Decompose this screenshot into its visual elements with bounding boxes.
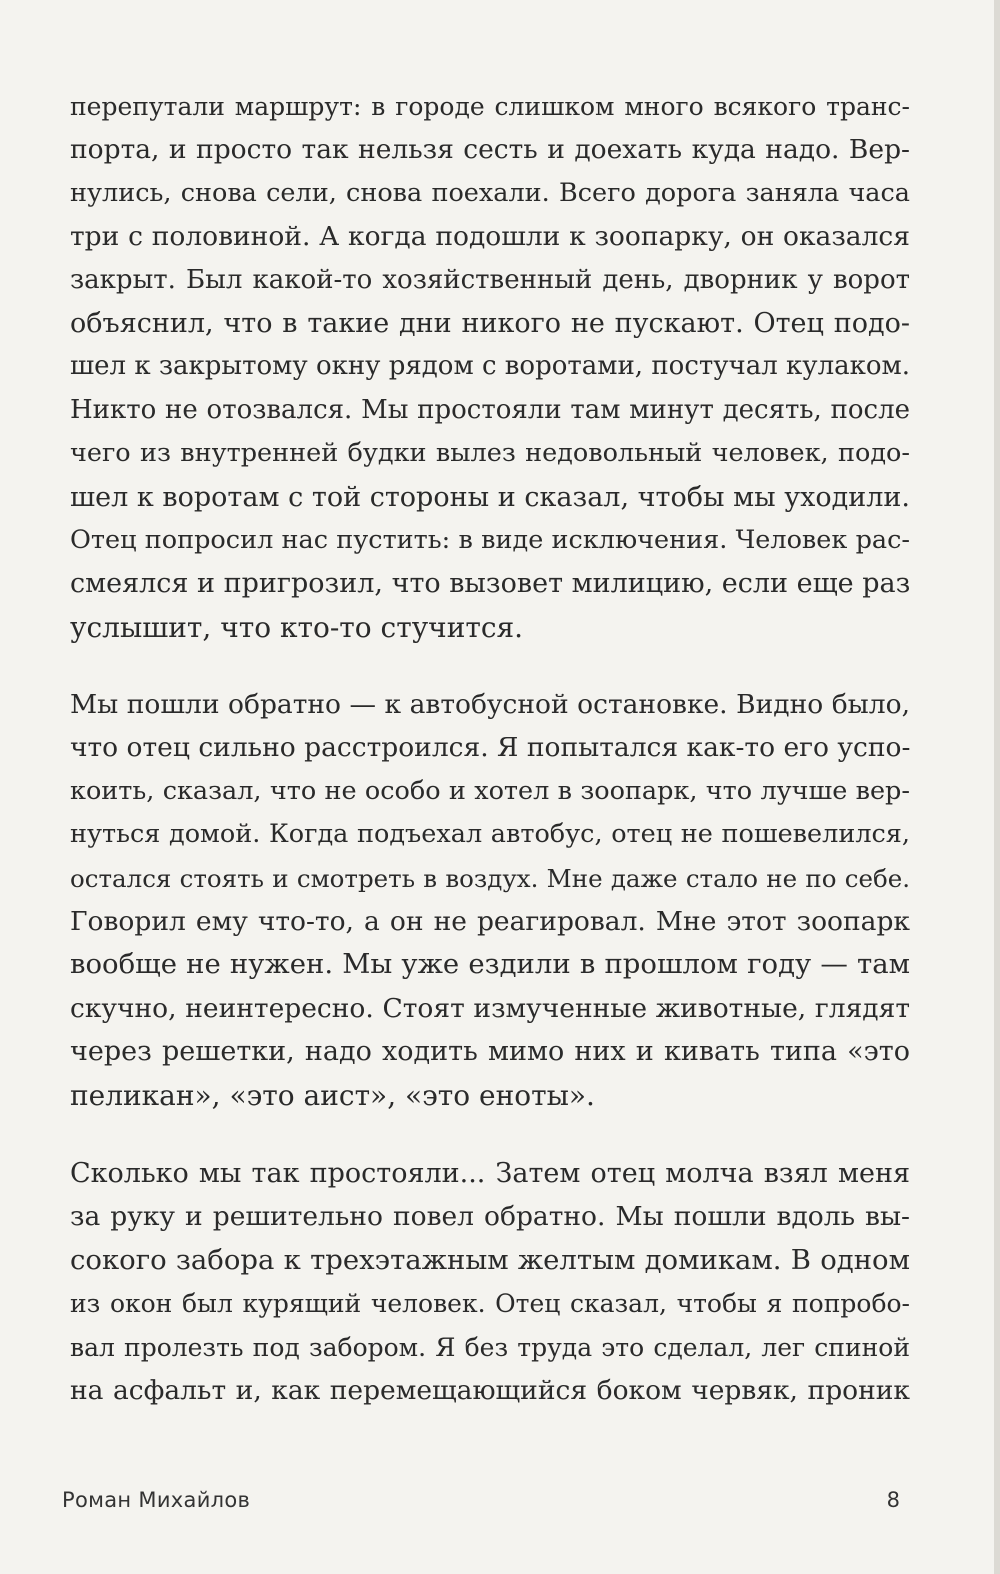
text-line: через решетки, надо ходить мимо них и кивать типа «это — [70, 1036, 910, 1068]
text-line: шел к воротам с той стороны и сказал, чтобы мы уходили. — [70, 481, 910, 513]
text-line: шел к закрытому окну рядом с воротами, постучал кулаком. — [70, 351, 910, 382]
text-line: закрыт. Был какой-то хозяйственный день, дворник у ворот — [70, 264, 910, 295]
text-line: Сколько мы так простояли... Затем отец молча взял меня — [70, 1158, 910, 1189]
text-line: чего из внутренней будки вылез недовольный человек, подо- — [70, 438, 910, 469]
running-footer-author: Роман Михайлов — [62, 1488, 251, 1512]
page-spine-edge — [994, 0, 1000, 1574]
paragraph-1 — [70, 85, 910, 649]
text-line: Отец попросил нас пустить: в виде исключения. Человек рас- — [70, 524, 910, 555]
page-number: 8 — [886, 1488, 900, 1512]
text-line: три с половиной. А когда подошли к зоопарку, он оказался — [70, 221, 910, 253]
text-line: из окон был курящий человек. Отец сказал, чтобы я попробо- — [70, 1289, 910, 1319]
text-line: вал пролезть под забором. Я без труда это сделал, лег спиной — [70, 1332, 910, 1362]
text-line: остался стоять и смотреть в воздух. Мне даже стало не по себе. — [70, 863, 910, 893]
text-line: смеялся и пригрозил, что вызовет милицию, если еще раз — [70, 568, 910, 600]
text-line: нуться домой. Когда подъехал автобус, отец не пошевелился, — [70, 819, 910, 850]
text-line: Никто не отозвался. Мы простояли там минут десять, после — [70, 394, 910, 425]
text-line: сокого забора к трехэтажным желтым домикам. В одном — [70, 1243, 910, 1276]
paragraph-2 — [70, 683, 910, 1117]
text-line: порта, и просто так нельзя сесть и доехать куда надо. Вер- — [70, 134, 910, 166]
text-line: за руку и решительно повел обратно. Мы пошли вдоль вы- — [70, 1201, 910, 1233]
text-line: коить, сказал, что не особо и хотел в зоопарк, что лучше вер- — [70, 775, 910, 806]
text-line: объяснил, что в такие дни никого не пускают. Отец подо- — [70, 307, 910, 339]
text-line: на асфальт и, как перемещающийся боком червяк, проник — [70, 1374, 910, 1406]
text-line: пеликан», «это аист», «это еноты». — [70, 1078, 595, 1112]
text-line: Мы пошли обратно — к автобусной остановке. Видно было, — [70, 689, 910, 720]
text-line: скучно, неинтересно. Стоят измученные животные, глядят — [70, 992, 910, 1024]
text-line: услышит, что кто-то стучится. — [70, 610, 524, 644]
text-line: перепутали маршрут: в городе слишком много всякого транс- — [70, 92, 910, 121]
text-line: нулись, снова сели, снова поехали. Всего дорога заняла часа — [70, 177, 910, 208]
text-line: Говорил ему что-то, а он не реагировал. Мне этот зоопарк — [70, 905, 910, 937]
paragraph-3 — [70, 1152, 910, 1412]
text-line: вообще не нужен. Мы уже ездили в прошлом году — там — [70, 948, 910, 981]
text-line: что отец сильно расстроился. Я попытался как-то его успо- — [70, 732, 910, 764]
